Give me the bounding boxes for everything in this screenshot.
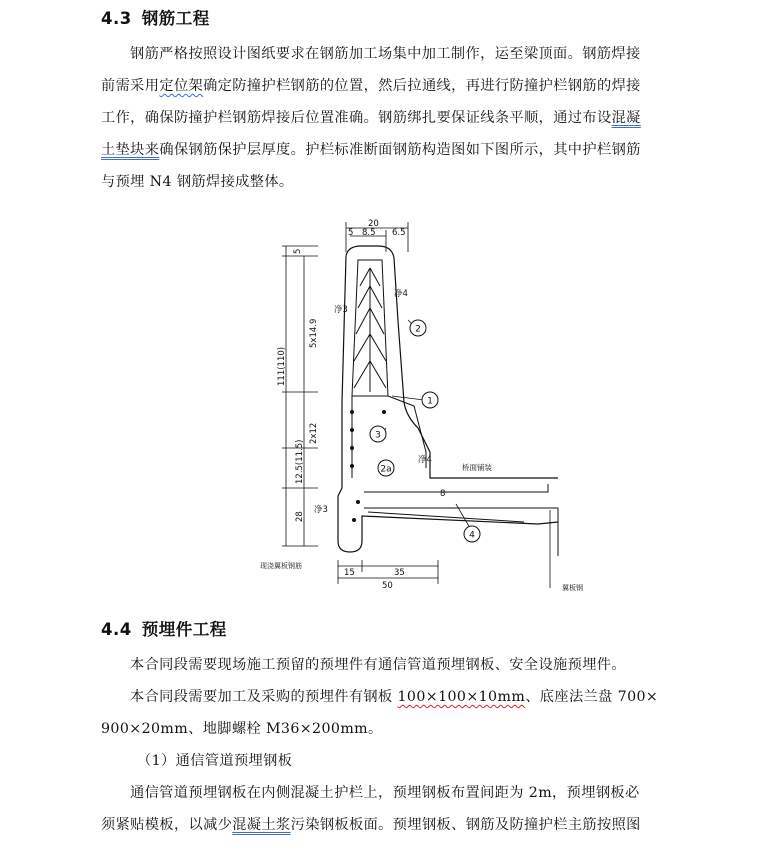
dim-left-12.5: 12.5(11.5) <box>295 439 305 484</box>
text-run: 前需采用 <box>101 78 160 94</box>
paragraph-line <box>101 681 707 713</box>
embedded-parts-intro <box>101 649 707 681</box>
embedded-parts-list <box>101 681 707 745</box>
paragraph-line <box>101 134 707 166</box>
subsection-heading <box>101 745 707 777</box>
label-8: 8 <box>440 489 446 499</box>
text-run: 混凝土浆 <box>232 817 291 833</box>
label-net3-upper: 净3 <box>334 305 348 315</box>
text-run: 污染钢板板面。预埋钢板、钢筋及防撞护栏主筋按照图 <box>290 817 641 833</box>
callout-4: 4 <box>469 530 475 541</box>
label-net4-lower: 净4 <box>418 455 432 465</box>
dim-left-5x14.9: 5x14.9 <box>309 318 319 348</box>
rebar-paragraph <box>101 38 707 198</box>
text-run: 须紧贴模板，以减少 <box>101 817 233 833</box>
dim-left-28: 28 <box>295 511 305 522</box>
dim-top-5: 5 <box>348 228 354 238</box>
paragraph-line <box>101 809 707 841</box>
text-run: 混凝 <box>611 110 641 126</box>
section-heading-4-3 <box>101 5 210 29</box>
text-run: 工作，确保防撞护栏钢筋焊接后位置准确。钢筋绑扎要保证线条平顺，通过布设 <box>101 110 612 126</box>
paragraph-line: 与预埋 N4 钢筋焊接成整体。 <box>101 174 294 190</box>
dim-bottom-15: 15 <box>344 568 355 578</box>
dim-bottom-35: 35 <box>394 568 405 578</box>
dim-top-8.5: 8.5 <box>362 228 376 238</box>
paragraph-line: 通信管道预埋钢板在内侧混凝土护栏上，预埋钢板布置间距为 2m，预埋钢板必 <box>130 785 640 801</box>
section-number: 4.4 <box>101 620 132 639</box>
label-net3-lower: 净3 <box>314 505 328 515</box>
label-slab-rebar: 现浇翼板钢筋 <box>260 562 302 570</box>
text-run: 确定防撞护栏钢筋的位置，然后拉通线，再进行防撞护栏钢筋的焊接 <box>203 78 641 94</box>
section-title: 钢筋工程 <box>141 9 210 28</box>
section-number: 4.3 <box>101 9 132 28</box>
dim-left-2x12: 2x12 <box>309 422 319 444</box>
guardrail-rebar-section-drawing <box>258 216 583 596</box>
dim-top-6.5: 6.5 <box>392 228 406 238</box>
text-run: 土垫块来 <box>101 142 160 158</box>
dim-top-20: 20 <box>368 219 379 229</box>
text-run: 定位架 <box>159 78 204 94</box>
paragraph-line: （1）通信管道预埋钢板 <box>137 753 293 769</box>
text-run: 、底座法兰盘 700× <box>525 689 659 705</box>
dim-left-111: 111(110) <box>277 346 287 386</box>
section-heading-4-4 <box>101 616 227 640</box>
callout-3: 3 <box>375 430 381 441</box>
dim-left-5: 5 <box>293 248 303 254</box>
callout-1: 1 <box>427 396 433 407</box>
text-run: 本合同段需要加工及采购的预埋件有钢板 <box>130 689 398 705</box>
paragraph-line: 900×20mm、地脚螺栓 M36×200mm。 <box>101 721 383 737</box>
comm-pipe-plate-paragraph <box>101 777 707 841</box>
paragraph-line <box>101 70 707 102</box>
paragraph-line: 钢筋严格按照设计图纸要求在钢筋加工场集中加工制作，运至梁顶面。钢筋焊接 <box>130 46 641 62</box>
section-title: 预埋件工程 <box>141 620 227 639</box>
callout-2: 2 <box>415 324 421 335</box>
text-run: 确保钢筋保护层厚度。护栏标准断面钢筋构造图如下图所示，其中护栏钢筋 <box>159 142 641 158</box>
label-flange: 翼板钢 <box>562 584 583 592</box>
paragraph-line: 本合同段需要现场施工预留的预埋件有通信管道预埋钢板、安全设施预埋件。 <box>130 657 626 673</box>
text-run: 100×100×10mm <box>397 689 526 705</box>
callout-2a: 2a <box>380 464 392 475</box>
label-net4-upper: 净4 <box>394 289 408 299</box>
paragraph-line <box>101 102 707 134</box>
label-deck-paving: 桥面铺装 <box>462 463 492 472</box>
dim-bottom-50: 50 <box>382 581 393 591</box>
